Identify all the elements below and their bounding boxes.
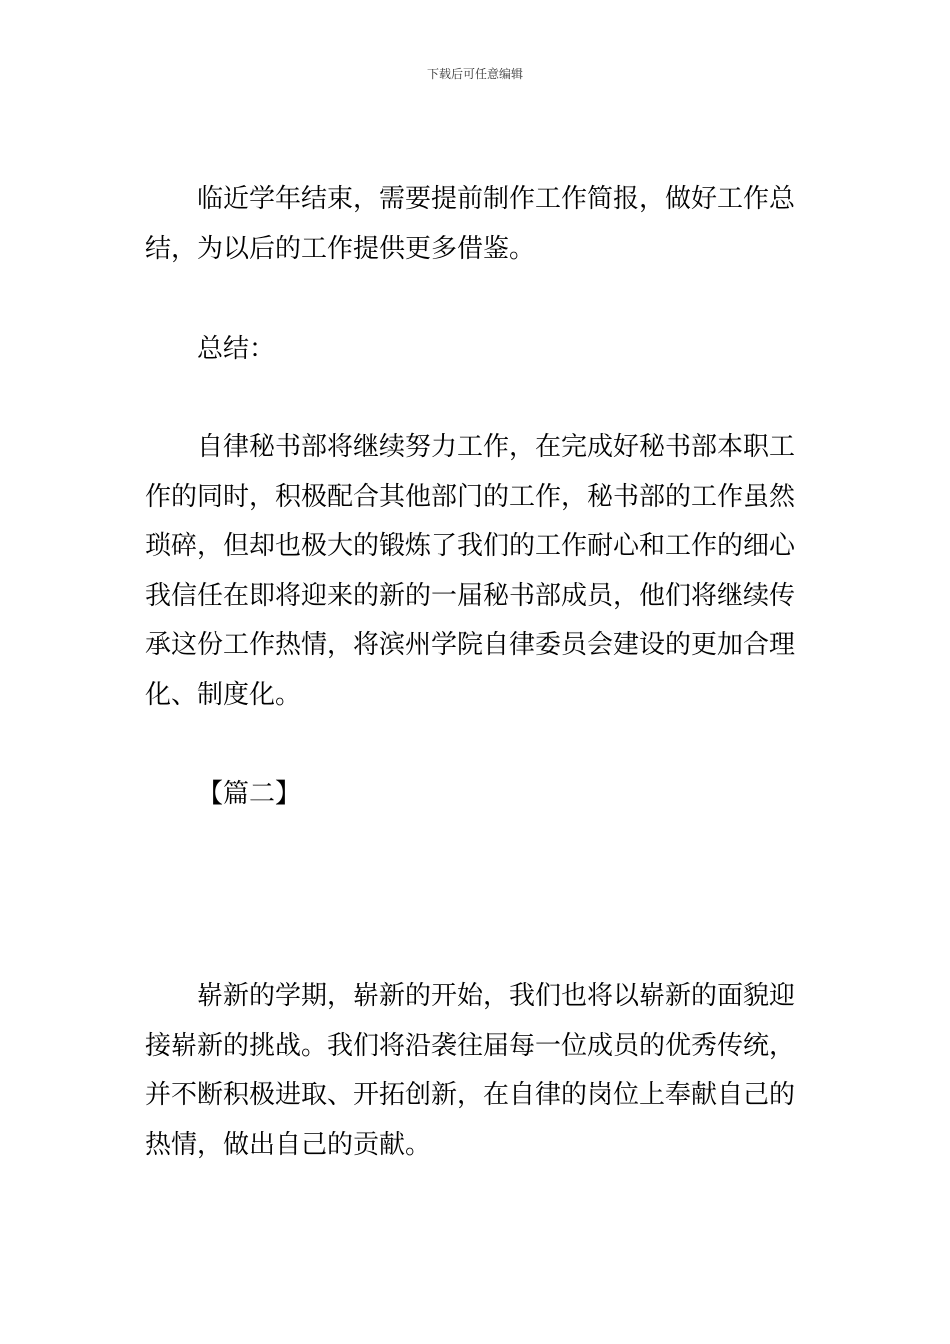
paragraph-line: 总结： bbox=[197, 334, 276, 364]
paragraph-line: 热情，做出自己的贡献。 bbox=[145, 1129, 432, 1160]
paragraph-line: 承这份工作热情，将滨州学院自律委员会建设的更加合理 bbox=[145, 630, 796, 660]
paragraph-line: 崭新的学期，崭新的开始，我们也将以崭新的面貌迎 bbox=[197, 981, 796, 1011]
paragraph-line: 作的同时，积极配合其他部门的工作，秘书部的工作虽然 bbox=[145, 481, 796, 512]
paragraph-line: 接崭新的挑战。我们将沿袭往届每一位成员的优秀传统， bbox=[145, 1030, 796, 1061]
paragraph-line: 琐碎，但却也极大的锻炼了我们的工作耐心和工作的细心 bbox=[145, 531, 796, 561]
paragraph-summary bbox=[145, 423, 810, 720]
paragraph-line: 我信任在即将迎来的新的一届秘书部成员，他们将继续传 bbox=[145, 580, 796, 611]
paragraph-intro bbox=[145, 175, 810, 274]
paragraph-line: 化、制度化。 bbox=[145, 679, 302, 710]
paragraph-new-term bbox=[145, 972, 810, 1170]
page-header: 下载后可任意编辑 bbox=[426, 67, 523, 81]
paragraph-line: 并不断积极进取、开拓创新，在自律的岗位上奉献自己的 bbox=[145, 1080, 796, 1110]
section-heading-part-two bbox=[145, 770, 810, 820]
paragraph-line: 自律秘书部将继续努力工作，在完成好秘书部本职工 bbox=[197, 432, 796, 462]
paragraph-line: 结，为以后的工作提供更多借鉴。 bbox=[145, 233, 536, 264]
paragraph-summary-heading bbox=[145, 325, 810, 375]
paragraph-line: 临近学年结束，需要提前制作工作简报，做好工作总 bbox=[197, 184, 796, 214]
paragraph-line: 【篇二】 bbox=[197, 779, 302, 809]
